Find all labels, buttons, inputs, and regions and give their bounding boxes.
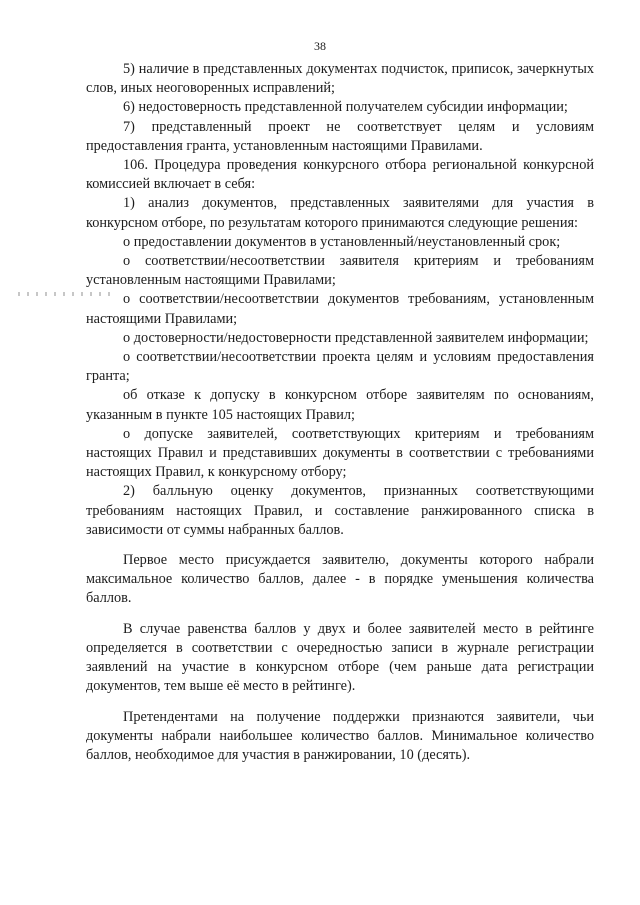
page-number: 38 bbox=[314, 39, 326, 53]
paragraph-tie-rule: В случае равенства баллов у двух и более заявителей место в рейтинге определяется в соответствии с очередностью записи в журнале регистрации заявлений на участие в конкурсном отборе (чем раньше дата регистрации документов, тем выше её место в рейтинге). bbox=[86, 620, 594, 695]
paragraph-first-place: Первое место присуждается заявителю, документы которого набрали максимальное количество баллов, далее - в порядке уменьшения количества баллов. bbox=[86, 552, 594, 607]
paragraph-decision-documents-requirements: о соответствии/несоответствии документов требованиям, установленным настоящими Правилами; bbox=[86, 291, 594, 327]
paragraph-subitem-2: 2) балльную оценку документов, признанных соответствующими требованиям настоящих Правил, и составление ранжированного списка в зависимости от суммы набранных баллов. bbox=[86, 483, 594, 538]
paragraph-decision-deadline: о предоставлении документов в установленный/неустановленный срок; bbox=[123, 233, 561, 250]
paragraph-decision-project-goals: о соответствии/несоответствии проекта целям и условиям предоставления гранта; bbox=[86, 349, 594, 385]
paragraph-decision-applicant-criteria: о соответствии/несоответствии заявителя критериям и требованиям установленным настоящими Правилами; bbox=[86, 253, 594, 289]
paragraph-applicant-selection: Претендентами на получение поддержки признаются заявители, чьи документы набрали наибольшее количество баллов. Минимальное количество баллов, необходимое для участия в ранжировании, 10 (десять). bbox=[86, 708, 594, 763]
paragraph-item-6: 6) недостоверность представленной получателем субсидии информации; bbox=[123, 99, 568, 116]
paragraph-subitem-1: 1) анализ документов, представленных заявителями для участия в конкурсном отборе, по результатам которого принимаются следующие решения: bbox=[86, 195, 594, 231]
page-body bbox=[86, 60, 594, 765]
paragraph-decision-refusal: об отказе к допуску в конкурсном отборе заявителям по основаниям, указанным в пункте 105 настоящих Правил; bbox=[86, 387, 594, 423]
paragraph-decision-admission: о допуске заявителей, соответствующих критериям и требованиям настоящих Правил и представивших документы в соответствии с требованиями настоящих Правил, к конкурсному отбору; bbox=[86, 425, 594, 481]
paragraph-section-106: 106. Процедура проведения конкурсного отбора региональной конкурсной комиссией включает в себя: bbox=[86, 157, 594, 193]
paragraph-decision-information-reliability: о достоверности/недостоверности представленной заявителем информации; bbox=[123, 329, 589, 346]
paragraph-item-7: 7) представленный проект не соответствует целям и условиям предоставления гранта, установленным настоящими Правилами. bbox=[86, 118, 594, 154]
paragraph-item-5: 5) наличие в представленных документах подчисток, приписок, зачеркнутых слов, иных неоговоренных исправлений; bbox=[86, 61, 594, 97]
